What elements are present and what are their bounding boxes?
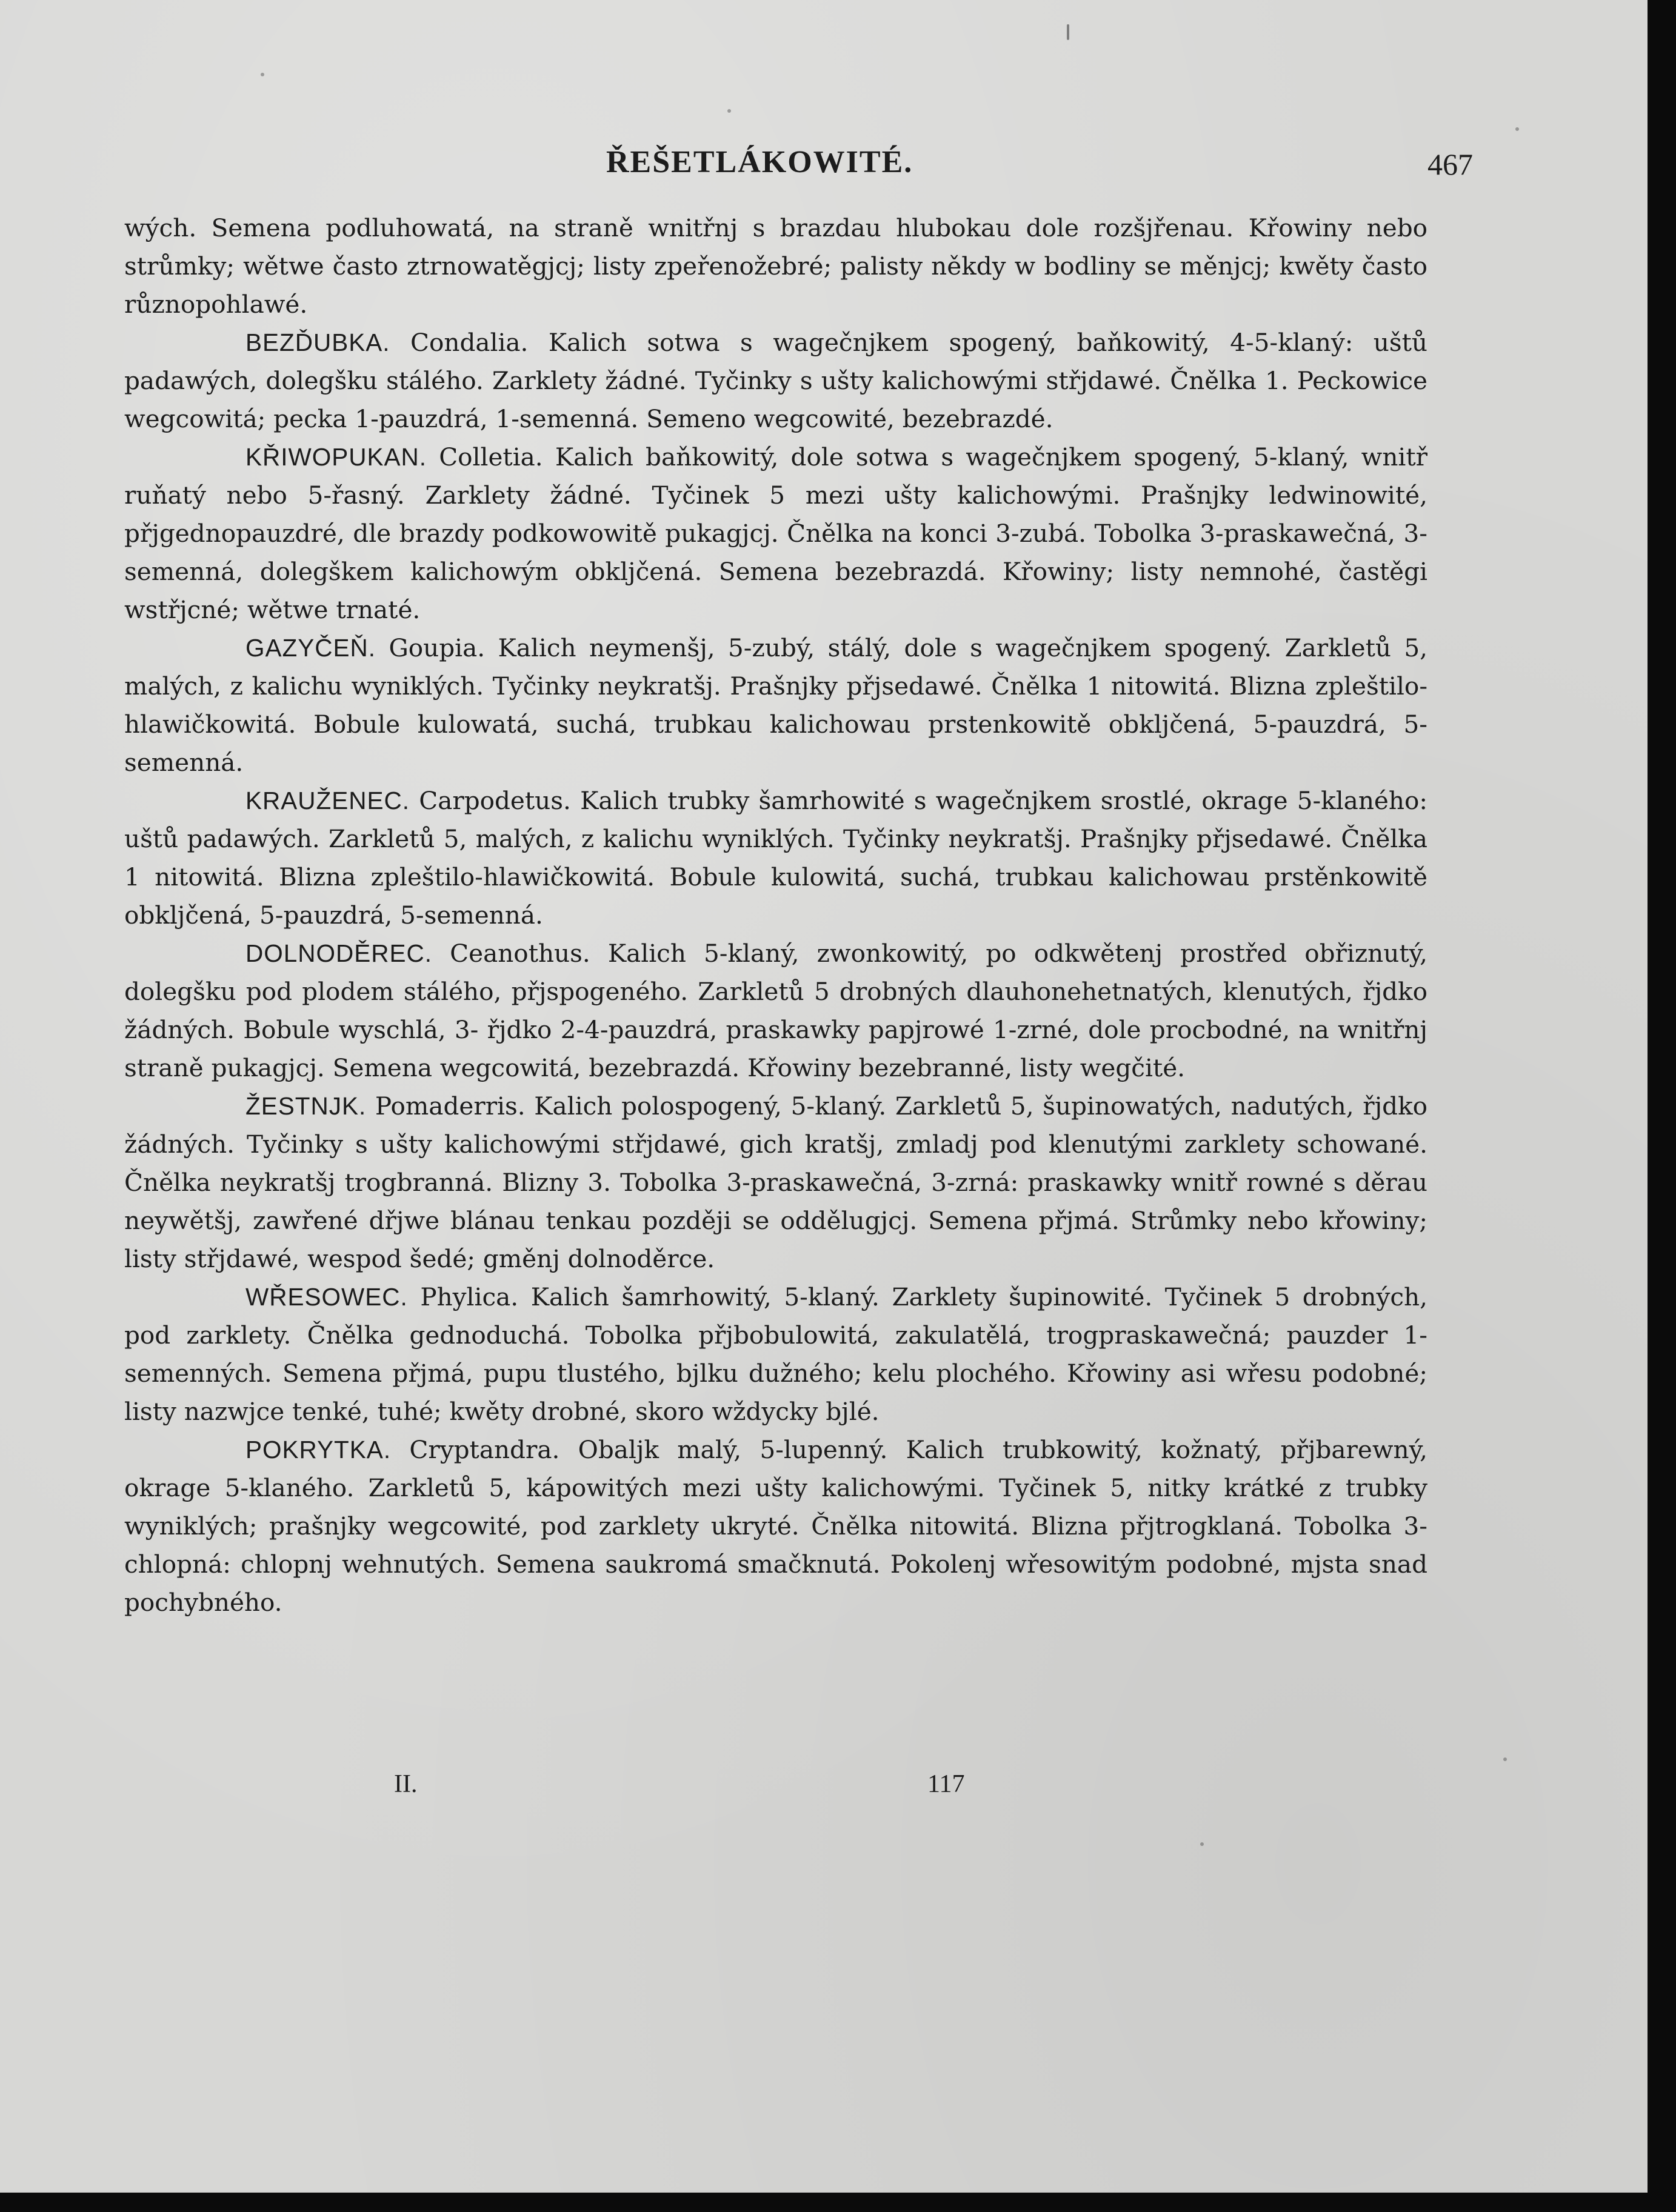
signature-mark: 117 xyxy=(927,1770,965,1798)
entry-text: Condalia. Kalich sotwa s wagečnjkem spogený, baňkowitý, 4-5-klaný: uštů padawých, dolegšku stálého. Zarklety žádné. Tyčinky s ušty kalichowými střjdawé. Čnělka 1. Peckowice wegcowitá; pecka 1-pauzdrá, 1-semenná. Semeno wegcowité, bezebrazdé. xyxy=(124,328,1427,433)
intro-paragraph: wých. Semena podluhowatá, na straně wnitřnj s brazdau hlubokau dole rozšjřenau. Křowiny nebo strůmky; wětwe často ztrnowatěgjcj; listy zpeřenožebré; palisty někdy w bodliny se měnjcj; kwěty často různopohlawé. xyxy=(124,213,1427,319)
paper-speck xyxy=(1200,1842,1204,1846)
page-body xyxy=(124,209,1427,1622)
entry-dolnoderec xyxy=(124,934,1427,1087)
page-footer xyxy=(394,1770,1000,1806)
entry-text: Phylica. Kalich šamrhowitý, 5-klaný. Zarklety šupinowité. Tyčinek 5 drobných, pod zarklety. Čnělka gednoduchá. Tobolka přjbobulowitá, zakulatělá, trogpraskawečná; pauzder 1-semenných. Semena přjmá, pupu tlustého, bjlku dužného; kelu plochého. Křowiny asi wřesu podobné; listy nazwjce tenké, tuhé; kwěty drobné, skoro wždycky bjlé. xyxy=(124,1282,1428,1426)
entry-zestnjk xyxy=(124,1087,1427,1278)
entry-pokrytka xyxy=(124,1431,1427,1622)
genus-name: WŘESOWEC. xyxy=(245,1283,408,1311)
entry-bezdubka xyxy=(124,324,1427,438)
entry-text: Carpodetus. Kalich trubky šamrhowité s wagečnjkem srostlé, okrage 5-klaného: uštů padawých. Zarkletů 5, malých, z kalichu wyniklých. Tyčinky neykratšj. Prašnjky přjsedawé. Čnělka 1 nitowitá. Blizna zpleštilo-hlawičkowitá. Bobule kulowitá, suchá, trubkau kalichowau prstěnkowitě obkljčená, 5-pauzdrá, 5-semenná. xyxy=(124,786,1427,930)
genus-name: POKRYTKA. xyxy=(245,1436,392,1464)
entry-krauzenec xyxy=(124,782,1427,934)
entry-text: Colletia. Kalich baňkowitý, dole sotwa s wagečnjkem spogený, 5-klaný, wnitř ruňatý nebo 5-řasný. Zarklety žádné. Tyčinek 5 mezi ušty kalichowými. Prašnjky ledwinowité, přjgednopauzdré, dle brazdy podkowowitě pukagjcj. Čnělka na konci 3-zubá. Tobolka 3-praskawečná, 3-semenná, dolegškem kalichowým obkljčená. Semena bezebrazdá. Křowiny; listy nemnohé, častěgi wstřjcné; wětwe trnaté. xyxy=(124,442,1427,624)
entry-text: Goupia. Kalich neymenšj, 5-zubý, stálý, dole s wagečnjkem spogený. Zarkletů 5, malých, z kalichu wyniklých. Tyčinky neykratšj. Prašnjky přjsedawé. Čnělka 1 nitowitá. Blizna zpleštilo-hlawičkowitá. Bobule kulowatá, suchá, trubkau kalichowau prstenkowitě obkljčená, 5-pauzdrá, 5-semenná. xyxy=(124,633,1427,777)
page-header xyxy=(121,144,1473,193)
paper-speck xyxy=(1515,127,1519,131)
volume-mark: II. xyxy=(394,1770,418,1798)
entry-text: Cryptandra. Obaljk malý, 5-lupenný. Kalich trubkowitý, kožnatý, přjbarewný, okrage 5-klaného. Zarkletů 5, kápowitých mezi ušty kalichowými. Tyčinek 5, nitky krátké z trubky wyniklých; prašnjky wegcowité, pod zarklety ukryté. Čnělka nitowitá. Blizna přjtrogklaná. Tobolka 3-chlopná: chlopnj wehnutých. Semena saukromá smačknutá. Pokolenj wřesowitým podobné, mjsta snad pochybného. xyxy=(124,1435,1427,1617)
paper-speck xyxy=(1067,24,1069,40)
page-number: 467 xyxy=(1427,147,1473,181)
paper-speck xyxy=(261,73,264,76)
genus-name: KRAUŽENEC. xyxy=(245,787,410,815)
genus-name: BEZĎUBKA. xyxy=(245,328,390,356)
paper-speck xyxy=(727,109,731,113)
entry-text: Pomaderris. Kalich polospogený, 5-klaný. Zarkletů 5, šupinowatých, nadutých, řjdko žádných. Tyčinky s ušty kalichowými střjdawé, gich kratšj, zmladj pod klenutými zarklety schowané. Čnělka neykratšj trogbranná. Blizny 3. Tobolka 3-praskawečná, 3-zrná: praskawky wnitř rowné s děrau neywětšj, zawřené dřjwe blánau tenkau později se oddělugjcj. Semena přjmá. Strůmky nebo křowiny; listy střjdawé, wespod šedé; gměnj dolnoděrce. xyxy=(124,1091,1428,1273)
running-title: ŘEŠETLÁKOWITÉ. xyxy=(606,145,913,179)
entry-kriwopukan xyxy=(124,438,1427,629)
paper-speck xyxy=(1503,1757,1507,1761)
genus-name: ŽESTNJK. xyxy=(245,1092,367,1120)
genus-name: KŘIWOPUKAN. xyxy=(245,443,427,471)
entry-wresowec xyxy=(124,1278,1427,1431)
entry-gazycen xyxy=(124,629,1427,782)
entry-text: Ceanothus. Kalich 5-klaný, zwonkowitý, po odkwětenj prostřed obřiznutý, dolegšku pod plodem stálého, přjspogeného. Zarkletů 5 drobných dlauhonehetnatých, klenutých, řjdko žádných. Bobule wyschlá, 3- řjdko 2-4-pauzdrá, praskawky papjrowé 1-zrné, dole procbodné, na wnitřnj straně pukagjcj. Semena wegcowitá, bezebrazdá. Křowiny bezebranné, listy wegčité. xyxy=(124,939,1428,1082)
genus-name: GAZYČEŇ. xyxy=(245,634,376,662)
genus-name: DOLNODĚREC. xyxy=(245,939,433,967)
